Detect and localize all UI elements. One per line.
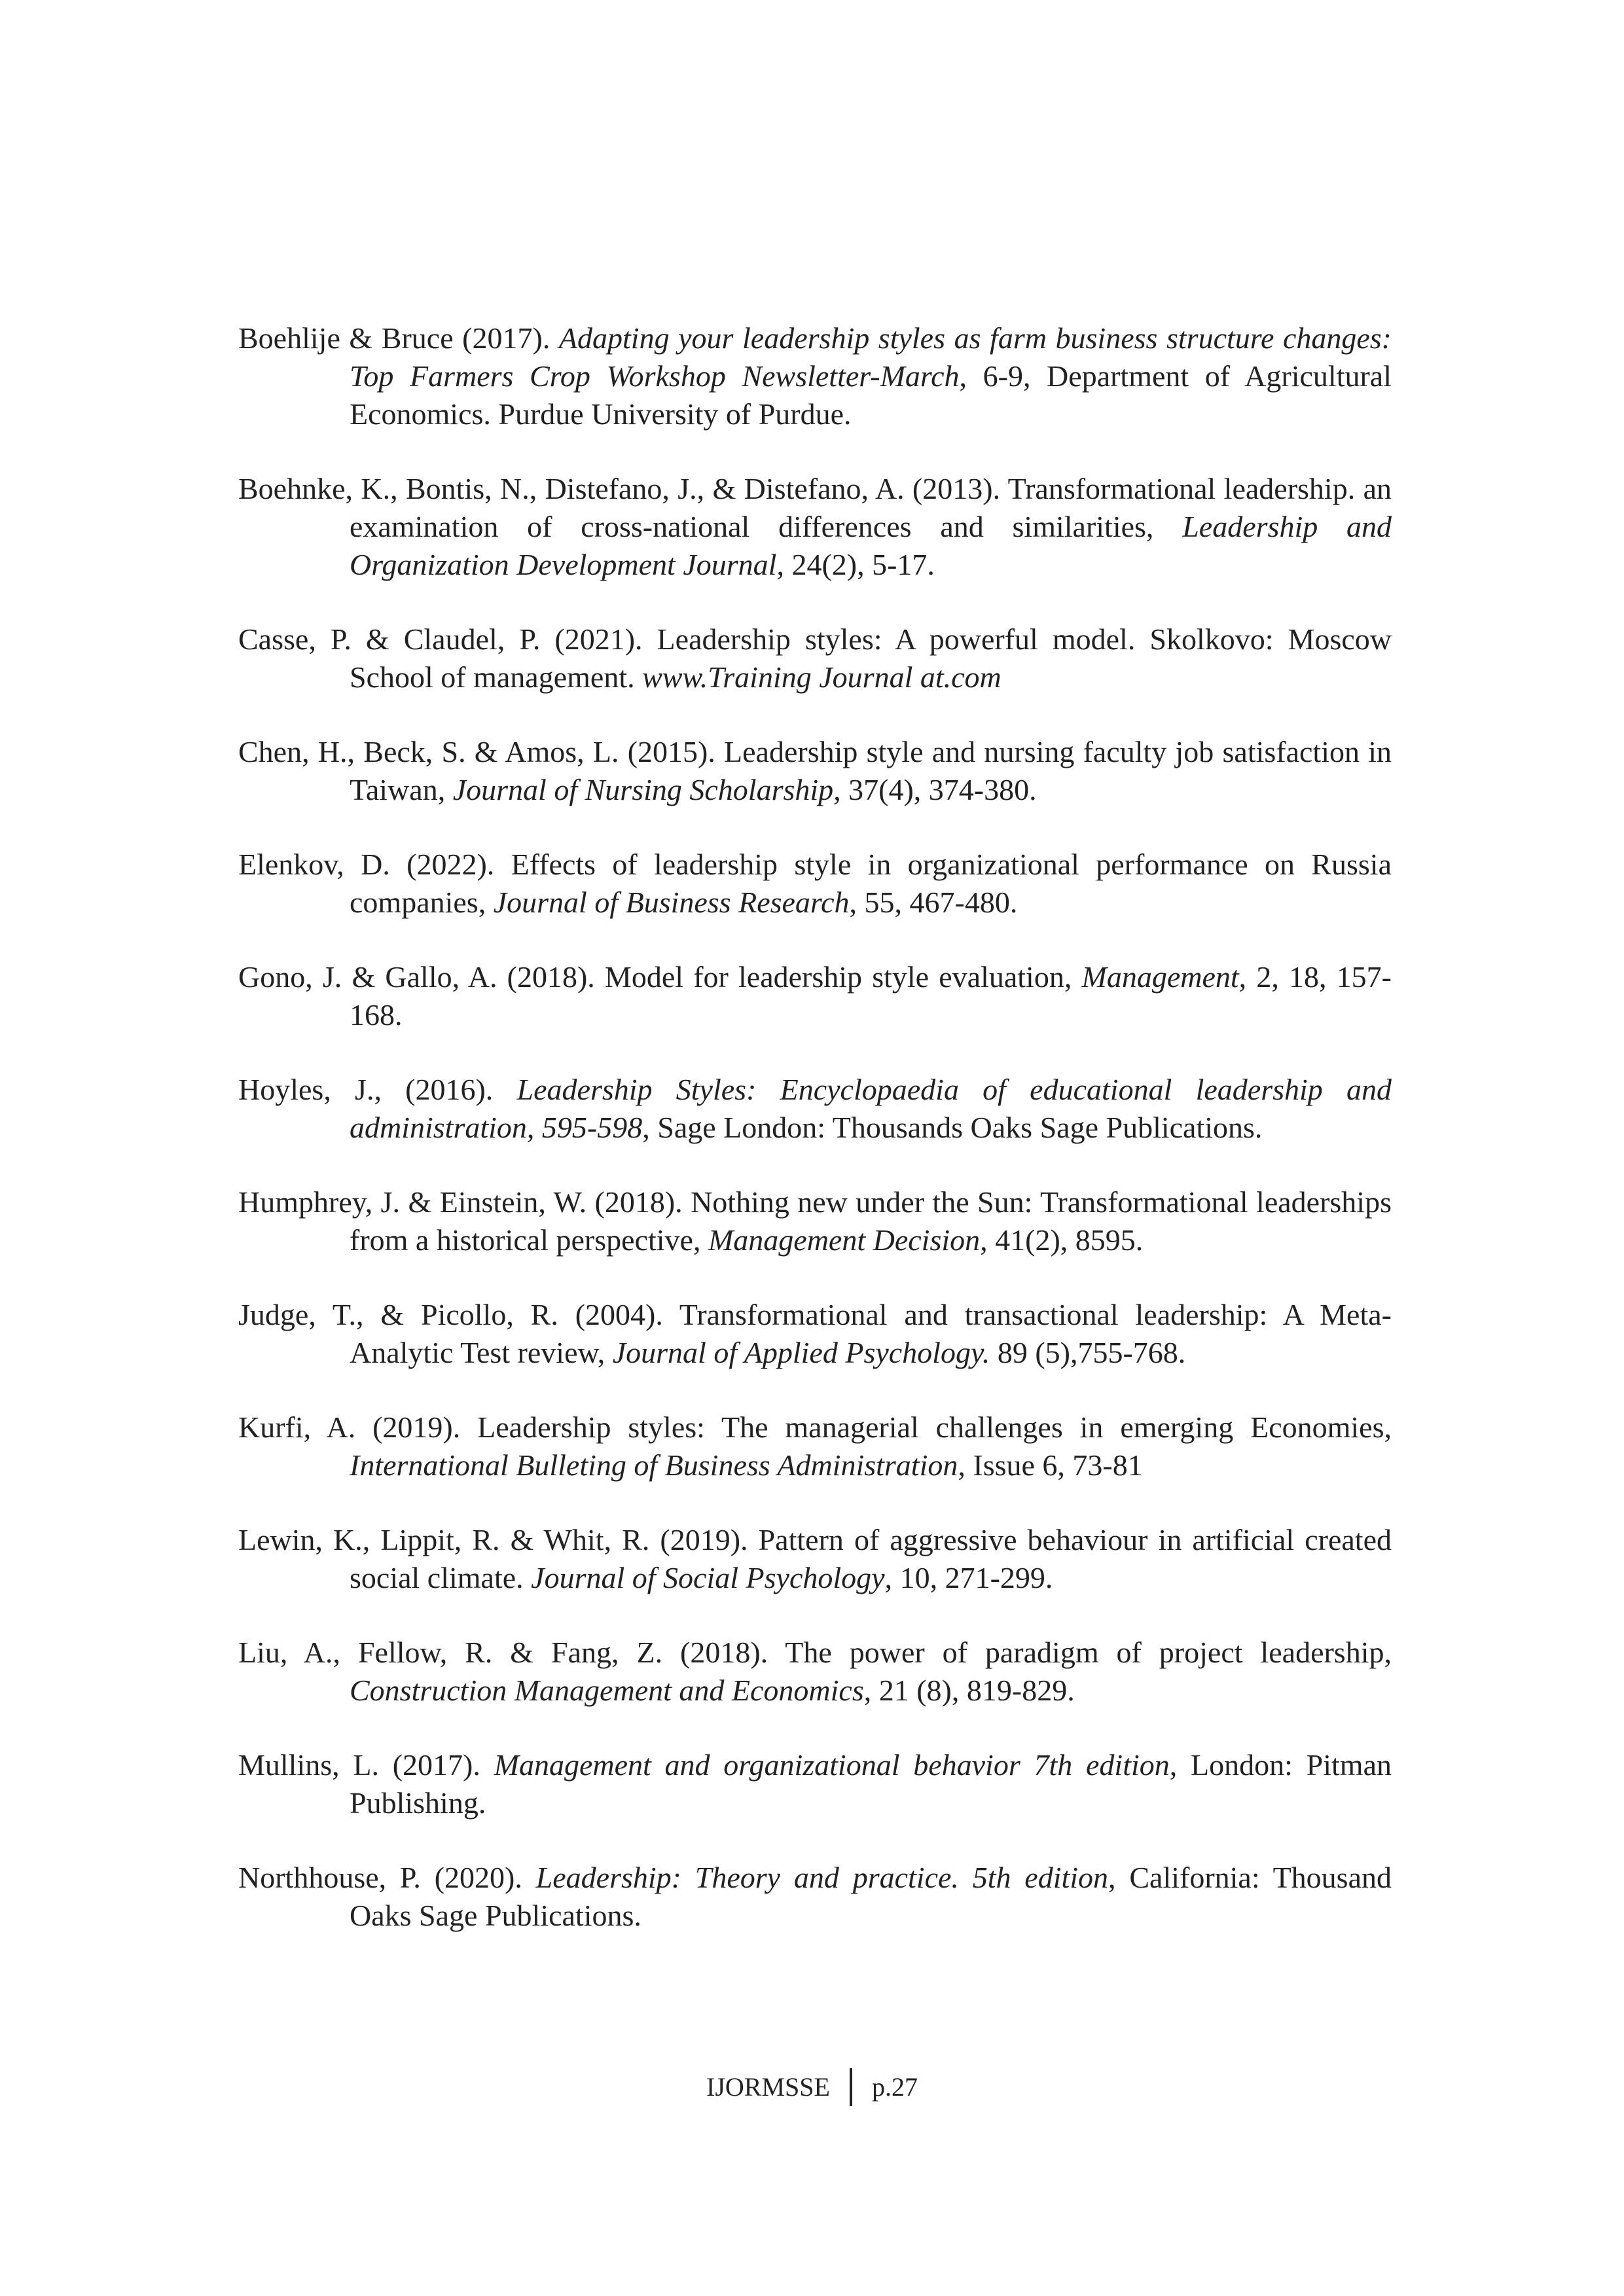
reference-authors: Elenkov, D. (2022). Effects of leadership style in organizational performance on Russia companies, (238, 848, 1392, 919)
reference-authors: Casse, P. & Claudel, P. (2021). Leadership styles: A powerful model. Skolkovo: Moscow School of management. (238, 622, 1392, 694)
reference-italic: Adapting your leadership styles as farm business structure changes: Top Farmers Crop Workshop Newsletter-March (350, 321, 1392, 393)
reference-entry (238, 846, 1392, 922)
reference-entry (238, 470, 1392, 584)
reference-italic: www.Training Journal at.com (642, 660, 1001, 694)
reference-italic: International Bulleting of Business Administration (350, 1448, 958, 1482)
reference-details: , 21 (8), 819-829. (863, 1674, 1075, 1707)
reference-details: , 6-9, Department of Agricultural Economics. Purdue University of Purdue. (350, 359, 1392, 431)
reference-authors: Boehlije & Bruce (2017). (238, 321, 559, 355)
reference-authors: Gono, J. & Gallo, A. (2018). Model for leadership style evaluation, (238, 960, 1082, 994)
reference-italic: Management and organizational behavior 7th edition (494, 1748, 1170, 1782)
reference-details: , Sage London: Thousands Oaks Sage Publications. (642, 1111, 1263, 1144)
reference-italic: Journal of Business Research (493, 886, 850, 919)
reference-authors: Northhouse, P. (2020). (238, 1861, 536, 1894)
reference-authors: Chen, H., Beck, S. & Amos, L. (2015). Leadership style and nursing faculty job satisfaction in Taiwan, (238, 735, 1392, 806)
reference-entry (238, 733, 1392, 809)
reference-details: , 41(2), 8595. (980, 1223, 1144, 1257)
reference-entry (238, 1183, 1392, 1259)
reference-authors: Hoyles, J., (2016). (238, 1073, 517, 1106)
reference-authors: Lewin, K., Lippit, R. & Whit, R. (2019). Pattern of aggressive behaviour in artificial created social climate. (238, 1523, 1392, 1594)
reference-entry (238, 1408, 1392, 1484)
reference-italic: Construction Management and Economics (350, 1674, 864, 1707)
reference-authors: Boehnke, K., Bontis, N., Distefano, J., & Distefano, A. (2013). Transformational leadership. an examination of cross-national differences and similarities, (238, 472, 1392, 543)
reference-authors: Kurfi, A. (2019). Leadership styles: The managerial challenges in emerging Economies, (238, 1410, 1392, 1444)
reference-italic: Leadership: Theory and practice. 5th edition (535, 1861, 1109, 1894)
reference-italic: Leadership Styles: Encyclopaedia of educational leadership and administration, 595-598 (350, 1073, 1392, 1144)
reference-authors: Judge, T., & Picollo, R. (2004). Transformational and transactional leadership: A Meta-Analytic Test review, (238, 1298, 1392, 1369)
reference-italic: Journal of Nursing Scholarship, (452, 773, 841, 806)
reference-italic: Journal of Social Psychology (531, 1561, 885, 1594)
reference-details: , 2, 18, 157-168. (350, 960, 1392, 1031)
reference-details: , Issue 6, 73-81 (958, 1448, 1143, 1482)
reference-authors: Liu, A., Fellow, R. & Fang, Z. (2018). The power of paradigm of project leadership, (238, 1636, 1392, 1669)
reference-entry (238, 1859, 1392, 1935)
reference-details: 89 (5),755-768. (990, 1336, 1186, 1369)
reference-details: , California: Thousand Oaks Sage Publications. (350, 1861, 1392, 1932)
reference-entry (238, 1521, 1392, 1597)
journal-name: IJORMSSE (706, 2072, 830, 2102)
reference-entry (238, 958, 1392, 1034)
reference-entry (238, 1746, 1392, 1822)
reference-entry (238, 319, 1392, 433)
reference-list (238, 319, 1392, 1935)
reference-italic: Journal of Applied Psychology. (612, 1336, 990, 1369)
reference-details: , 10, 271-299. (884, 1561, 1053, 1594)
reference-entry (238, 1071, 1392, 1147)
reference-italic: Leadership and Organization Development Journal (350, 510, 1392, 581)
reference-entry (238, 620, 1392, 696)
reference-authors: Mullins, L. (2017). (238, 1748, 494, 1782)
reference-entry (238, 1634, 1392, 1710)
reference-italic: Management (1081, 960, 1239, 994)
footer-divider (850, 2068, 852, 2106)
reference-authors: Humphrey, J. & Einstein, W. (2018). Nothing new under the Sun: Transformational leaderships from a historical perspective, (238, 1185, 1392, 1257)
page-number: p.27 (871, 2072, 918, 2102)
reference-entry (238, 1296, 1392, 1372)
page-footer (0, 2068, 1624, 2106)
reference-italic: Management Decision (708, 1223, 981, 1257)
reference-details: , 24(2), 5-17. (776, 548, 935, 581)
reference-details: , London: Pitman Publishing. (350, 1748, 1392, 1820)
reference-details: , 55, 467-480. (849, 886, 1018, 919)
reference-details: 37(4), 374-380. (840, 773, 1037, 806)
